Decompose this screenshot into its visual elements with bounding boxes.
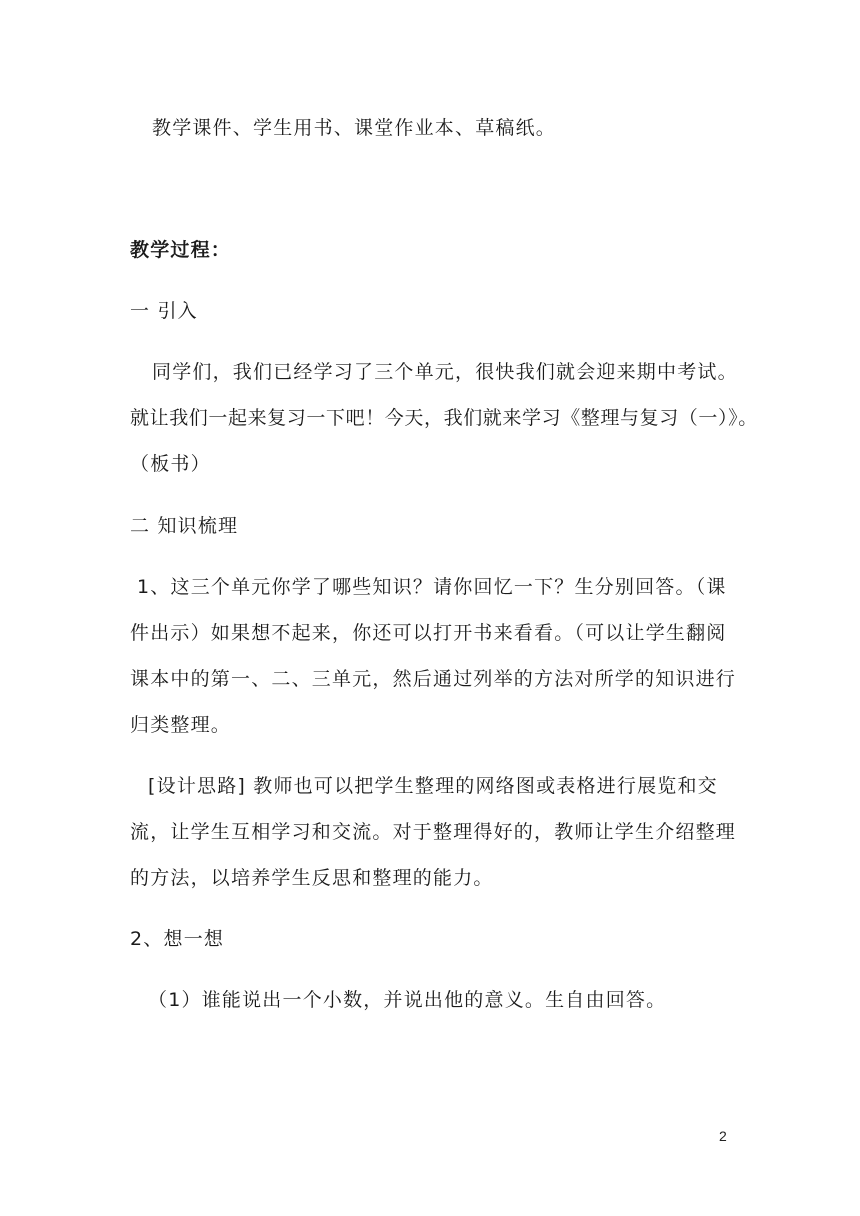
item1-line-1: 1、这三个单元你学了哪些知识？请你回忆一下？生分别回答。（课	[137, 576, 727, 598]
item2-question-1: （1）谁能说出一个小数，并说出他的意义。生自由回答。	[148, 989, 667, 1011]
design-line-2: 流，让学生互相学习和交流。对于整理得好的，教师让学生介绍整理	[130, 821, 737, 843]
item2-title: 2、想一想	[130, 928, 225, 950]
design-line-3: 的方法，以培养学生反思和整理的能力。	[130, 867, 494, 889]
design-line-1: [设计思路] 教师也可以把学生整理的网络图或表格进行展览和交	[148, 775, 718, 797]
intro-para-line-2: 就让我们一起来复习一下吧！今天，我们就来学习《整理与复习（一）》。	[130, 407, 758, 429]
section-intro-title: 一 引入	[130, 300, 198, 322]
item1-line-4: 归类整理。	[130, 714, 232, 736]
process-heading: 教学过程：	[130, 239, 232, 261]
item1-line-3: 课本中的第一、二、三单元，然后通过列举的方法对所学的知识进行	[130, 668, 737, 690]
item1-line-2: 件出示）如果想不起来，你还可以打开书来看看。（可以让学生翻阅	[130, 622, 727, 644]
materials-text: 教学课件、学生用书、课堂作业本、草稿纸。	[152, 117, 557, 139]
intro-para-line-3: （板书）	[130, 453, 211, 475]
section-knowledge-title: 二 知识梳理	[130, 515, 239, 537]
intro-para-line-1: 同学们，我们已经学习了三个单元，很快我们就会迎来期中考试。	[152, 361, 738, 383]
page-number: 2	[719, 1128, 727, 1144]
